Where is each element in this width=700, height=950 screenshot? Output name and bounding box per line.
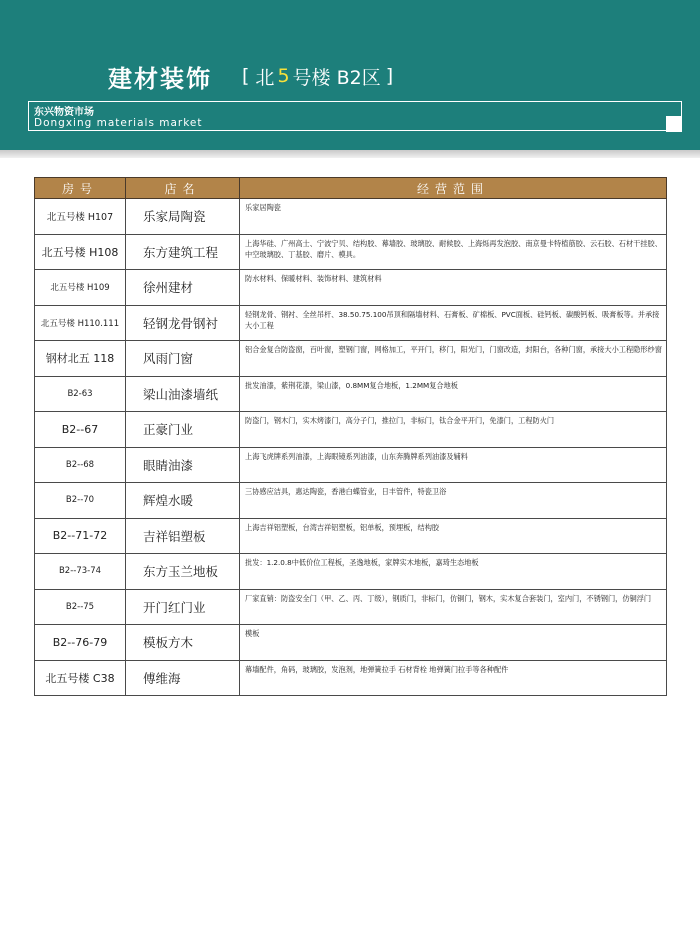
decorative-square <box>666 116 682 132</box>
banner-shadow <box>0 150 700 158</box>
store-cell: 轻钢龙骨钢衬 <box>126 305 240 341</box>
table-row <box>35 483 667 519</box>
store-cell: 眼睛油漆 <box>126 447 240 483</box>
business-cell: 防水材料、保暖材料、装饰材料、建筑材料 <box>240 270 667 306</box>
room-cell: B2-63 <box>35 376 126 412</box>
store-cell: 正豪门业 <box>126 412 240 448</box>
title-location-suffix: 号楼 B2区 <box>292 66 381 89</box>
store-cell: 开门红门业 <box>126 589 240 625</box>
store-cell: 傅维海 <box>126 660 240 696</box>
table-row <box>35 234 667 270</box>
room-cell: B2--70 <box>35 483 126 519</box>
table-row <box>35 199 667 235</box>
room-cell: B2--73-74 <box>35 554 126 590</box>
room-cell: 北五号楼 H108 <box>35 234 126 270</box>
store-cell: 乐家局陶瓷 <box>126 199 240 235</box>
title-main: 建材装饰 <box>108 64 212 93</box>
table-row <box>35 660 667 696</box>
store-cell: 模板方木 <box>126 625 240 661</box>
room-cell: B2--67 <box>35 412 126 448</box>
title-bracket-close: ] <box>385 65 394 87</box>
business-cell: 铝合金复合防盗窗，百叶窗，塑钢门窗，网格加工，平开门，移门，阳光门，门窗改造，封阳台，各种门窗，承接大小工程隐形纱窗 <box>240 341 667 377</box>
room-cell: 北五号楼 C38 <box>35 660 126 696</box>
table-row <box>35 270 667 306</box>
room-cell: 钢材北五 118 <box>35 341 126 377</box>
store-directory-table <box>34 177 667 696</box>
table-row <box>35 447 667 483</box>
business-cell: 乐家居陶瓷 <box>240 199 667 235</box>
table-row <box>35 554 667 590</box>
header-store: 店名 <box>126 178 240 199</box>
page-title <box>108 58 393 94</box>
room-cell: 北五号楼 H109 <box>35 270 126 306</box>
table-row <box>35 589 667 625</box>
store-cell: 徐州建材 <box>126 270 240 306</box>
room-cell: B2--76-79 <box>35 625 126 661</box>
header-business: 经营范围 <box>240 178 667 199</box>
store-cell: 辉煌水暖 <box>126 483 240 519</box>
table-row <box>35 412 667 448</box>
table-header-row <box>35 178 667 199</box>
store-cell: 梁山油漆墙纸 <box>126 376 240 412</box>
table-row <box>35 305 667 341</box>
table-row <box>35 376 667 412</box>
title-location-prefix: 北 <box>255 66 275 89</box>
room-cell: 北五号楼 H110.111 <box>35 305 126 341</box>
room-cell: 北五号楼 H107 <box>35 199 126 235</box>
table-row <box>35 518 667 554</box>
business-cell: 上海吉祥铝塑板，台湾吉祥铝塑板，铝单板，预埋板，结构胶 <box>240 518 667 554</box>
title-bracket-open: [ <box>242 65 250 87</box>
market-name-en: Dongxing materials market <box>34 117 203 129</box>
business-cell: 幕墙配件，角码，玻璃胶，发泡剂，地弹簧拉手 石材背栓 地弹簧门拉手等各种配件 <box>240 660 667 696</box>
business-cell: 轻钢龙骨、钢衬、全丝吊杆、38.50.75.100吊顶和隔墙材料、石膏板、矿棉板、PVC面板、硅钙板、碳酸钙板、吸膏板等。并承接大小工程 <box>240 305 667 341</box>
business-cell: 批发：1.2.0.8中低价位工程板，圣逸地板，家牌实木地板，嘉琦生态地板 <box>240 554 667 590</box>
store-cell: 吉祥铝塑板 <box>126 518 240 554</box>
store-cell: 东方玉兰地板 <box>126 554 240 590</box>
table-row <box>35 341 667 377</box>
business-cell: 防盗门，钢木门，实木烤漆门，高分子门，推拉门，非标门，钛合金平开门，免漆门，工程防火门 <box>240 412 667 448</box>
business-cell: 批发油漆，紫荆花漆，梁山漆，0.8MM复合地板，1.2MM复合地板 <box>240 376 667 412</box>
business-cell: 模板 <box>240 625 667 661</box>
store-cell: 东方建筑工程 <box>126 234 240 270</box>
header-room: 房号 <box>35 178 126 199</box>
table-row <box>35 625 667 661</box>
room-cell: B2--68 <box>35 447 126 483</box>
business-cell: 三协感应洁具，惠达陶瓷，香港白蝶管业，日丰管件，特瓷卫浴 <box>240 483 667 519</box>
market-name-cn: 东兴物资市场 <box>34 107 94 118</box>
business-cell: 上海飞虎牌系列油漆，上海眼镜系列油漆，山东奔腾牌系列油漆及辅料 <box>240 447 667 483</box>
business-cell: 上海华硅、广州高士、宁波宁贝、结构胶、幕墙胶、玻璃胶、耐候胶、上海烁再发泡胶、南京曼卡特植筋胶、云石胶、石材干挂胶、中空玻璃胶、丁基胶、磨片、模具。 <box>240 234 667 270</box>
title-building-number: 5 <box>277 65 290 87</box>
room-cell: B2--71-72 <box>35 518 126 554</box>
store-cell: 风雨门窗 <box>126 341 240 377</box>
room-cell: B2--75 <box>35 589 126 625</box>
business-cell: 厂家直销：防盗安全门（甲、乙、丙、丁级），钢质门，非标门，仿铜门，钢木，实木复合套装门，室内门，不锈钢门，仿铜浮门 <box>240 589 667 625</box>
